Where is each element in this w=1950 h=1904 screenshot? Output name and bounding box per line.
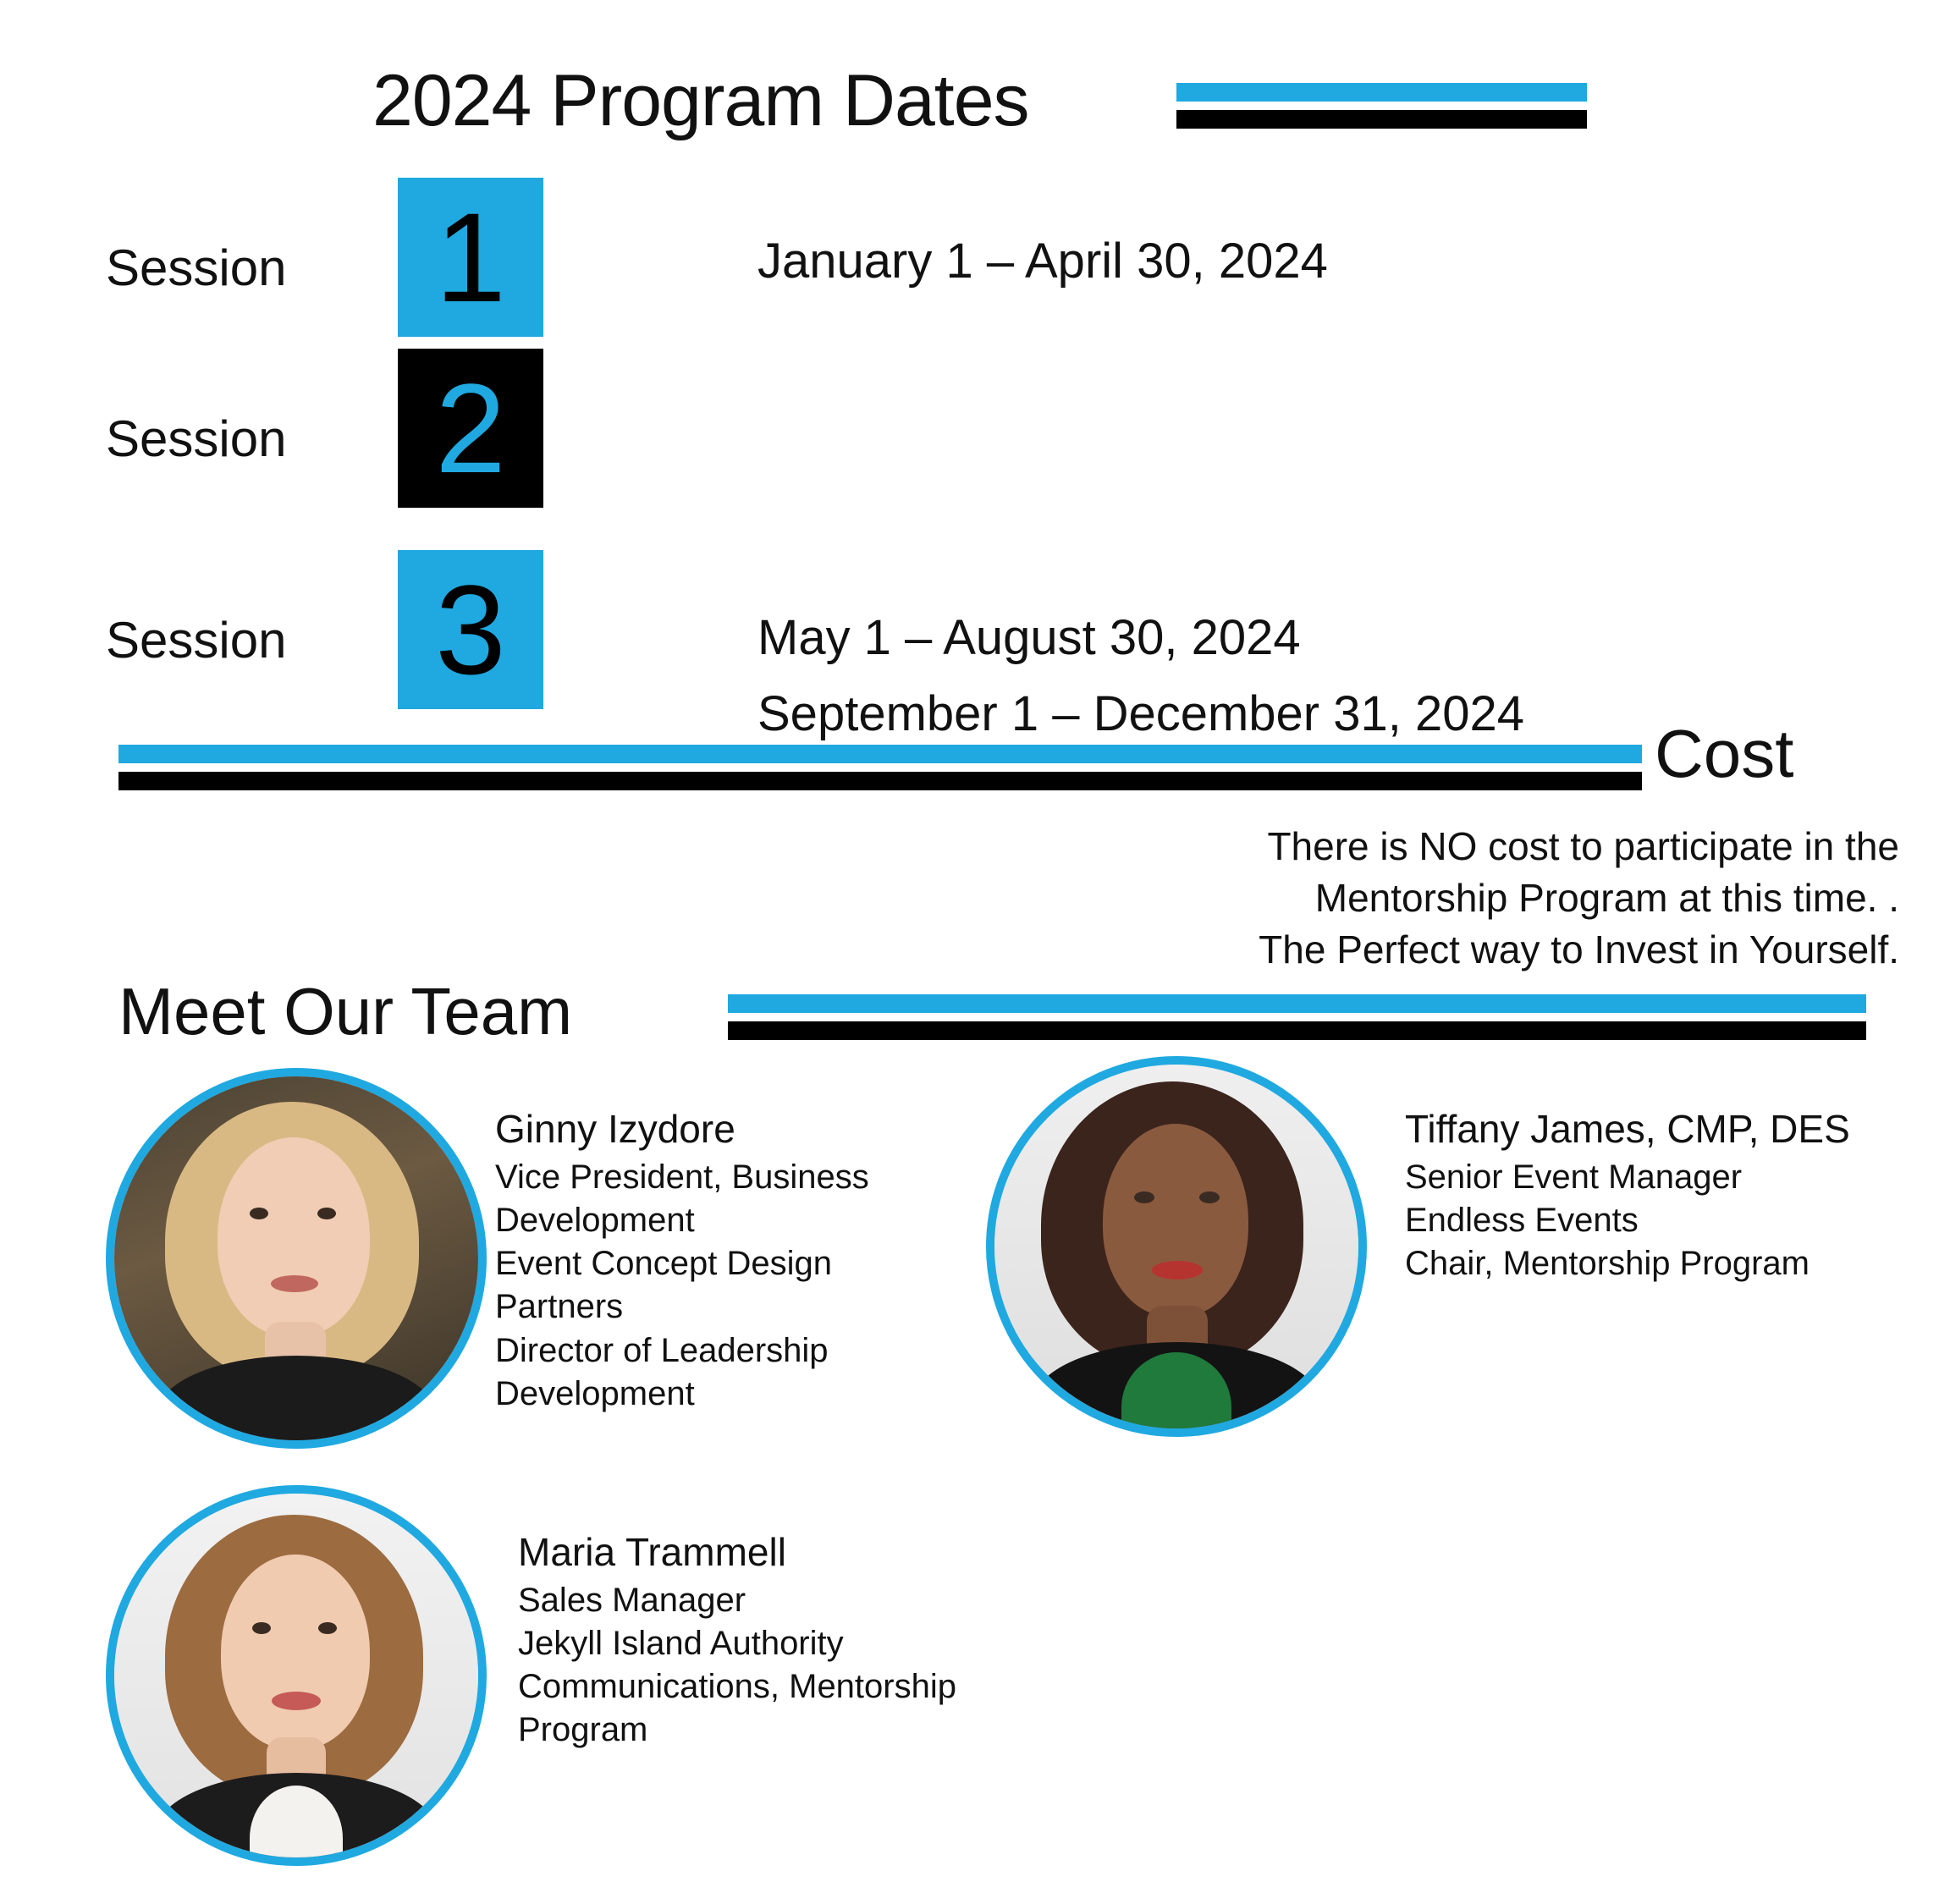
rule-black [118,772,1642,790]
session-label: Session [106,410,287,467]
member-detail: Development [495,1374,695,1412]
member-name: Maria Trammell [518,1530,786,1574]
avatar [106,1068,487,1449]
rule-blue [1176,83,1587,102]
rule-blue [728,994,1866,1013]
rule-blue [118,745,1642,763]
member-detail: Vice President, Business [495,1158,869,1196]
member-name: Ginny Izydore [495,1107,735,1151]
session-label: Session [106,239,287,296]
session-label: Session [106,612,287,669]
avatar [106,1485,487,1866]
header-band [0,34,1950,144]
member-detail: Endless Events [1405,1202,1639,1240]
session-dates: September 1 – December 31, 2024 [757,686,1524,741]
session-number-badge: 1 [398,178,543,337]
member-detail: Sales Manager [518,1581,746,1619]
member-detail: Development [495,1202,695,1240]
page-title: 2024 Program Dates [372,60,1029,141]
session-row-1 [0,178,1950,347]
header-rule [1176,83,1587,129]
member-detail: Senior Event Manager [1405,1158,1743,1196]
avatar [986,1056,1367,1437]
cost-body [1036,821,1899,977]
cost-line-3: The Perfect way to Invest in Yourself. [1259,927,1899,972]
member-detail: Director of Leadership [495,1331,829,1369]
tiffany-james-photo [994,1065,1358,1428]
member-info [518,1527,992,1753]
cost-line-2: Mentorship Program at this time. . [1314,876,1899,921]
cost-line-1: There is NO cost to participate in the [1267,824,1899,868]
ginny-izydore-photo [114,1076,478,1440]
session-number-badge: 3 [398,550,543,709]
cost-title: Cost [1655,716,1794,791]
member-info [495,1104,935,1416]
member-detail: Jekyll Island Authority [518,1625,844,1663]
member-name: Tiffany James, CMP, DES [1405,1107,1850,1151]
maria-trammell-photo [114,1494,478,1857]
team-rule [728,994,1866,1040]
member-detail: Partners [495,1288,624,1326]
member-detail: Communications, Mentorship [518,1668,956,1706]
session-row-2 [0,349,1950,665]
team-title: Meet Our Team [118,974,573,1048]
member-detail: Program [518,1711,648,1749]
session-dates: May 1 – August 30, 2024 [757,610,1301,665]
session-dates: January 1 – April 30, 2024 [757,234,1328,289]
cost-rule [118,745,1642,790]
rule-black [728,1021,1866,1040]
rule-black [1176,110,1587,129]
session-row-3 [0,550,1950,741]
session-number-badge: 2 [398,349,543,508]
member-detail: Chair, Mentorship Program [1405,1245,1810,1283]
member-detail: Event Concept Design [495,1245,833,1283]
member-info [1405,1104,1879,1285]
